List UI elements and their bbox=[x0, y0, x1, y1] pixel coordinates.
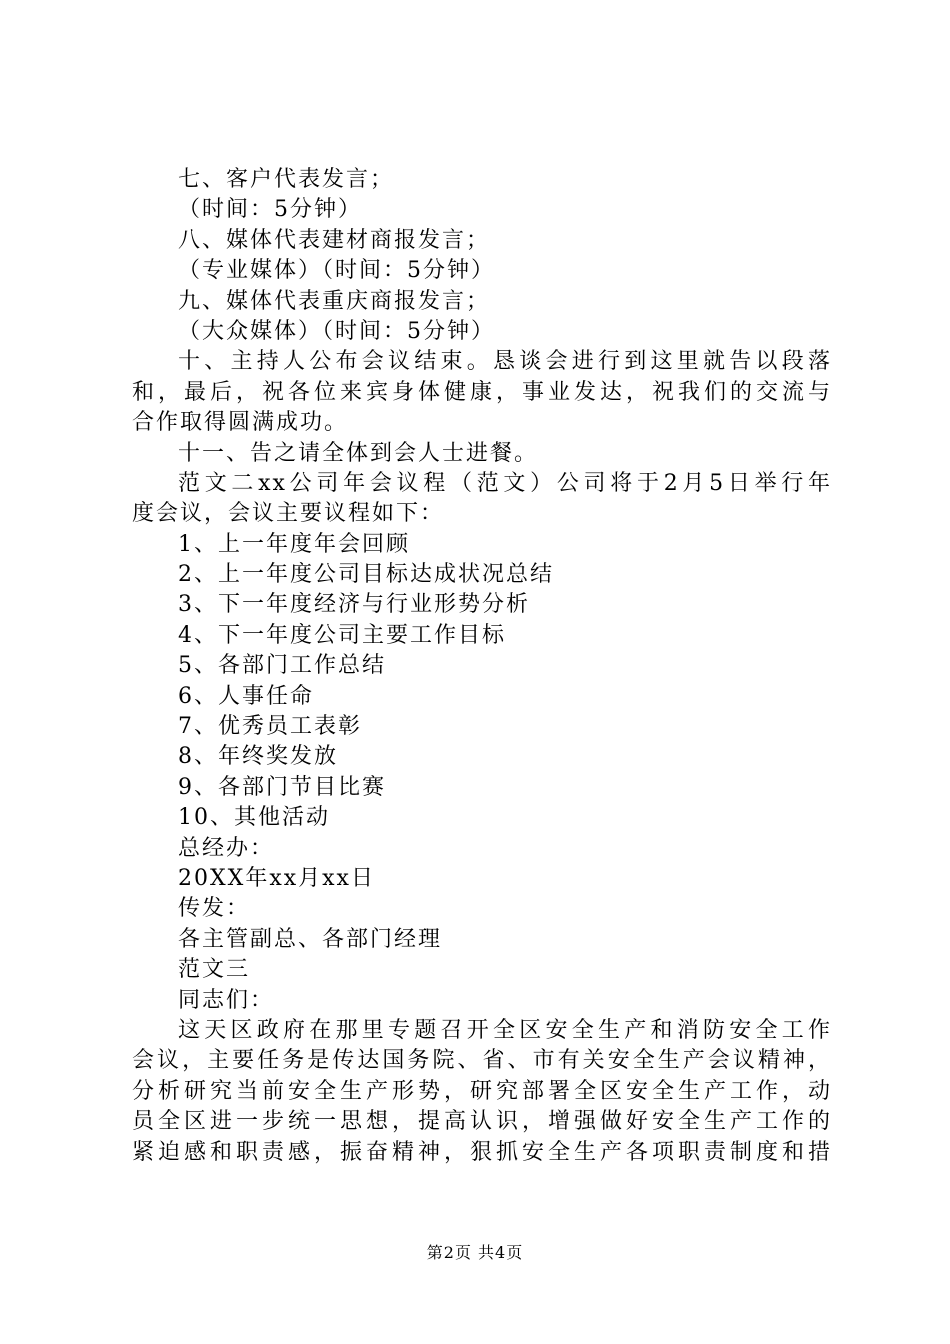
text-line: 4、下一年度公司主要工作目标 bbox=[178, 622, 506, 648]
text-line: 度会议，会议主要议程如下： bbox=[132, 501, 445, 527]
text-line: 七、客户代表发言； bbox=[178, 167, 395, 192]
text-line: 十一、告之请全体到会人士进餐。 bbox=[178, 440, 539, 466]
text-line: 7、优秀员工表彰 bbox=[178, 714, 362, 740]
document-body bbox=[132, 165, 832, 1168]
text-line: 2、上一年度公司目标达成状况总结 bbox=[178, 562, 554, 588]
page-footer bbox=[0, 1240, 950, 1263]
text-line: 会议，主要任务是传达国务院、省、市有关安全生产会议精神， bbox=[132, 1048, 832, 1074]
text-line: 这天区政府在那里专题召开全区安全生产和消防安全工作 bbox=[178, 1017, 832, 1043]
text-line: 8、年终奖发放 bbox=[178, 744, 338, 770]
text-line: 传发： bbox=[178, 896, 251, 922]
text-line: 各主管副总、各部门经理 bbox=[178, 926, 443, 952]
text-line: 1、上一年度年会回顾 bbox=[178, 531, 410, 557]
text-line: 九、媒体代表重庆商报发言； bbox=[178, 288, 491, 314]
text-line: 5、各部门工作总结 bbox=[178, 653, 386, 679]
text-line: （大众媒体）（时间：5分钟） bbox=[178, 318, 495, 344]
text-line: 范文二xx公司年会议程（范文）公司将于2月5日举行年 bbox=[178, 470, 832, 496]
text-line: 9、各部门节目比赛 bbox=[178, 774, 386, 800]
text-line: （专业媒体）（时间：5分钟） bbox=[178, 258, 495, 284]
text-line: 十、主持人公布会议结束。恳谈会进行到这里就告以段落 bbox=[178, 349, 832, 375]
text-line: 合作取得圆满成功。 bbox=[132, 410, 349, 436]
text-line: 3、下一年度经济与行业形势分析 bbox=[178, 592, 530, 618]
text-line: 和，最后，祝各位来宾身体健康，事业发达，祝我们的交流与 bbox=[132, 379, 832, 405]
text-line: 紧迫感和职责感，振奋精神，狠抓安全生产各项职责制度和措 bbox=[132, 1139, 832, 1165]
text-line: 分析研究当前安全生产形势，研究部署全区安全生产工作，动 bbox=[132, 1078, 832, 1104]
text-line: 员全区进一步统一思想，提高认识，增强做好安全生产工作的 bbox=[132, 1109, 832, 1135]
page-number-label: 第2页 共4页 bbox=[426, 1243, 524, 1262]
text-line: 总经办： bbox=[178, 835, 275, 861]
text-line: 10、其他活动 bbox=[178, 805, 330, 831]
text-line: 范文三 bbox=[178, 957, 251, 983]
text-line: （时间：5分钟） bbox=[178, 197, 362, 223]
text-line: 20XX年xx月xx日 bbox=[178, 865, 375, 891]
text-line: 6、人事任命 bbox=[178, 683, 314, 709]
text-line: 八、媒体代表建材商报发言； bbox=[178, 227, 491, 253]
text-line: 同志们： bbox=[178, 987, 275, 1013]
